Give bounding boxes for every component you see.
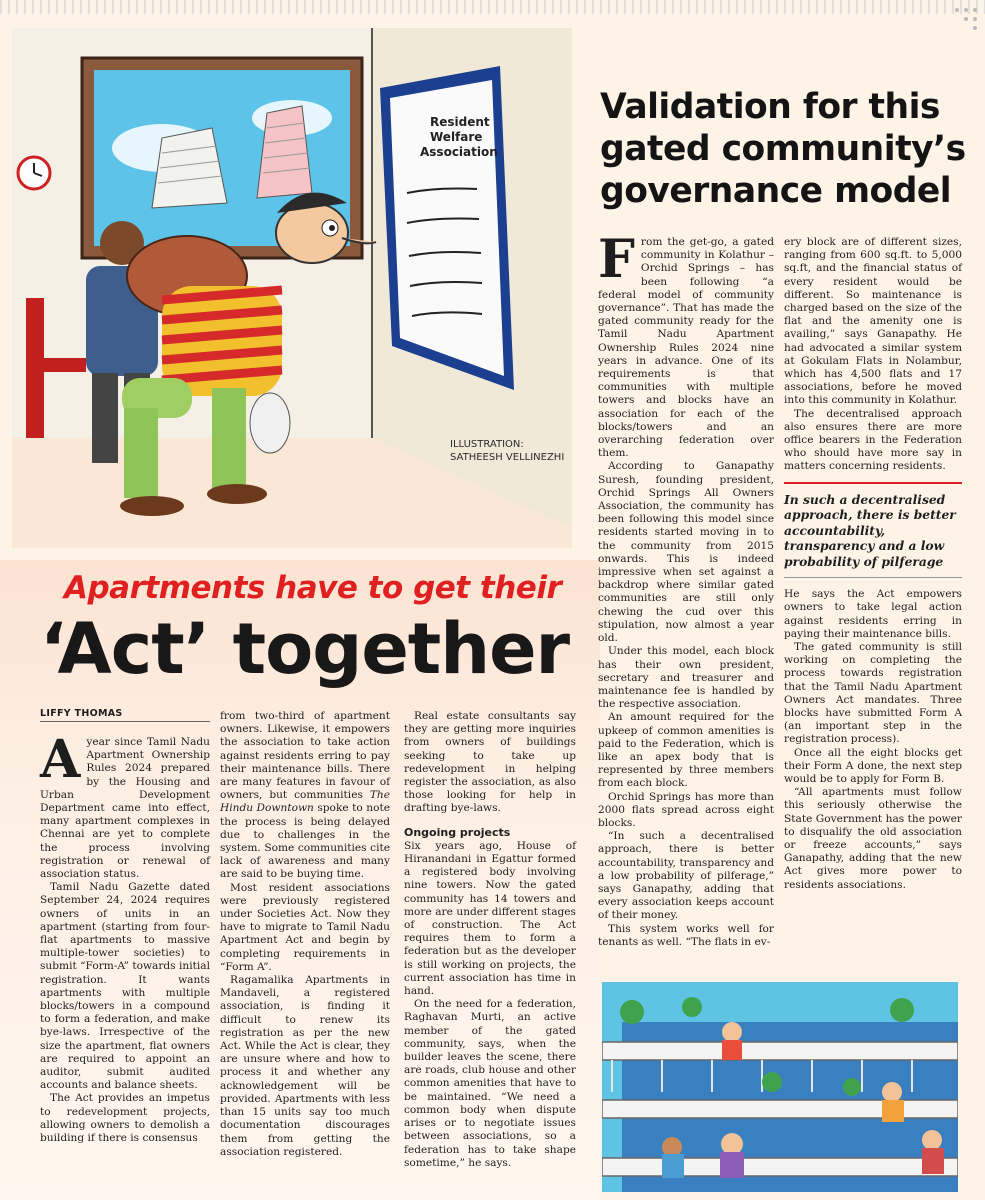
cartoon-illustration bbox=[12, 28, 572, 548]
sign-line-3: Association bbox=[420, 145, 498, 159]
subhead-ongoing-projects: Ongoing projects bbox=[404, 825, 511, 839]
sidebar-column-2 bbox=[784, 236, 962, 892]
paragraph: According to Ganapathy Suresh, founding president, Orchid Springs All Owners Association, the community has been following this model since residents started moving in to the community from 2015 onwards. This is indeed impressive when set against a backdrop where similar gated communities are still only chewing the cud over this stipulation, now almost a year old. bbox=[598, 460, 774, 645]
paragraph: The gated community is still working on completing the process towards registration that the Tamil Nadu Apartment Owners Act mandates. Three blocks have submitted Form A (an important step in the registration process). bbox=[784, 640, 962, 746]
paragraph-text: spoke to note the process is being delayed due to challenges in the system. Some communities cite lack of awareness and many are said to be buying time. bbox=[220, 802, 390, 881]
credit-label: ILLUSTRATION: bbox=[450, 439, 524, 450]
paragraph bbox=[220, 710, 390, 882]
main-column-3 bbox=[404, 710, 576, 1170]
pull-quote: In such a decentralised approach, there is better accountability, transparency and a low probability of pilferage bbox=[784, 482, 962, 579]
publication-name: The Hindu Downtown bbox=[220, 789, 390, 815]
paragraph-text: from two-third of apartment owners. Likewise, it empowers the association to take action against residents erring to pay their maintenance bills. There are many features in favour of owners, but communities bbox=[220, 710, 390, 802]
paragraph: An amount required for the upkeep of common amenities is paid to the Federation, which is like an apex body that is represented by three members from each block. bbox=[598, 711, 774, 790]
credit-name: SATHEESH VELLINEZHI bbox=[450, 452, 565, 463]
paragraph: “In such a decentralised approach, there is better accountability, transparency and a low probability of pilferage,” says Ganapathy, adding that every association keeps account of their money. bbox=[598, 830, 774, 922]
main-column-2 bbox=[220, 710, 390, 1159]
paragraph-text: rom the get-go, a gated community in Kolathur – Orchid Springs – has been following “a federal model of community governance”. That has made the gated community ready for the Tamil Nadu Apartment Ownership Rules 2024 nine years in advance. One of its requirements is that communities with multiple towers and blocks have an association for each of the blocks/towers and an overarching federation over them. bbox=[598, 236, 774, 460]
byline-rule bbox=[40, 721, 210, 722]
headline-kicker: Apartments have to get their bbox=[64, 570, 562, 606]
paragraph bbox=[40, 729, 210, 881]
main-column-1 bbox=[40, 729, 210, 1145]
paragraph: “All apartments must follow this seriously otherwise the State Government has the power to disqualify the old association or freeze accounts,” says Ganapathy, adding that the new Act gives more power to residents associations. bbox=[784, 786, 962, 891]
paragraph: Ragamalika Apartments in Mandaveli, a registered association, is finding it difficult to renew its registration as per the new Act. While the Act is clear, they are unsure where and how to process it and whether any acknowledgement will be provided. Apartments with less than 15 units say too much documentation discourages them from getting the association registered. bbox=[220, 974, 390, 1158]
paragraph: The decentralised approach also ensures there are more office bearers in the Federation who should have more say in matters concerning residents. bbox=[784, 407, 962, 473]
paragraph: The Act provides an impetus to redevelopment projects, allowing owners to demolish a building if there is consensus bbox=[40, 1092, 210, 1145]
sign-line-2: Welfare bbox=[430, 130, 483, 144]
balconies-cartoon bbox=[602, 982, 958, 1192]
headline-main: ‘Act’ together bbox=[40, 608, 570, 690]
illustration-credit bbox=[450, 438, 564, 464]
drop-cap: F bbox=[598, 229, 635, 290]
paragraph-text: year since Tamil Nadu Apartment Ownership Rules 2024 prepared by the Housing and Urban Development Department came into effect, many apartment complexes in Chennai are yet to complete the process involving registration or renewal of association status. bbox=[40, 736, 210, 881]
sidebar-title: Validation for this gated community’s governance model bbox=[600, 87, 966, 211]
sidebar-column-1 bbox=[598, 229, 774, 949]
paragraph: Once all the eight blocks get their Form A done, the next step would be to apply for Form B. bbox=[784, 746, 962, 785]
paragraph: Real estate consultants say they are getting more inquiries from owners of buildings seeking to take up redevelopment in helping register the association, as also those looking for help in drafting bye-laws. bbox=[404, 710, 576, 815]
sign-line-1: Resident bbox=[430, 115, 490, 129]
corner-dots-icon bbox=[951, 4, 981, 34]
main-illustration bbox=[12, 28, 572, 548]
paragraph: Six years ago, House of Hiranandani in Egattur formed a registered body involving nine towers. Now the gated community has 14 towers and more are under different stages of construction. The Act requires them to form a federation but as the developer is still working on projects, the current association has time in hand. bbox=[404, 839, 576, 998]
top-dotted-border bbox=[0, 0, 985, 14]
paragraph: This system works well for tenants as well. “The flats in ev- bbox=[598, 922, 774, 948]
paragraph: Most resident associations were previously registered under Societies Act. Now they have to migrate to Tamil Nadu Apartment Act and begin by completing requirements in “Form A”. bbox=[220, 881, 390, 973]
paragraph: He says the Act empowers owners to take legal action against residents erring in paying their maintenance bills. bbox=[784, 588, 962, 640]
paragraph: Under this model, each block has their own president, secretary and treasurer and maintenance fee is handled by the respective association. bbox=[598, 645, 774, 711]
paragraph: Orchid Springs has more than 2000 flats spread across eight blocks. bbox=[598, 790, 774, 829]
paragraph: Tamil Nadu Gazette dated September 24, 2024 requires owners of units in an apartment (starting from four-flat apartments to massive multiple-tower societies) to submit “Form-A” towards initial registration. It wants apartments with multiple blocks/towers in a compound to form a federation, and make bye-laws. Irrespective of the size the apartment, flat owners are required to appoint an auditor, submit audited accounts and balance sheets. bbox=[40, 881, 210, 1092]
paragraph: ery block are of different sizes, ranging from 600 sq.ft. to 5,000 sq.ft, and the financial status of every resident would be different. So maintenance is charged based on the size of the flat and the amenity one is availing,” says Ganapathy. He had advocated a similar system at Gokulam Flats in Nolambur, which has 4,500 flats and 17 associations, before he moved into this community in Kolathur. bbox=[784, 236, 962, 407]
paragraph: On the need for a federation, Raghavan Murti, an active member of the gated community, says, when the builder leaves the scene, there are roads, club house and other common amenities that have to be maintained. “We need a common body when dispute arises or to negotiate issues between associations, so a federation has to take shape sometime,” he says. bbox=[404, 998, 576, 1169]
paragraph bbox=[598, 229, 774, 460]
byline: LIFFY THOMAS bbox=[40, 708, 123, 719]
drop-cap: A bbox=[40, 729, 81, 790]
apartment-balconies-illustration bbox=[602, 982, 958, 1192]
